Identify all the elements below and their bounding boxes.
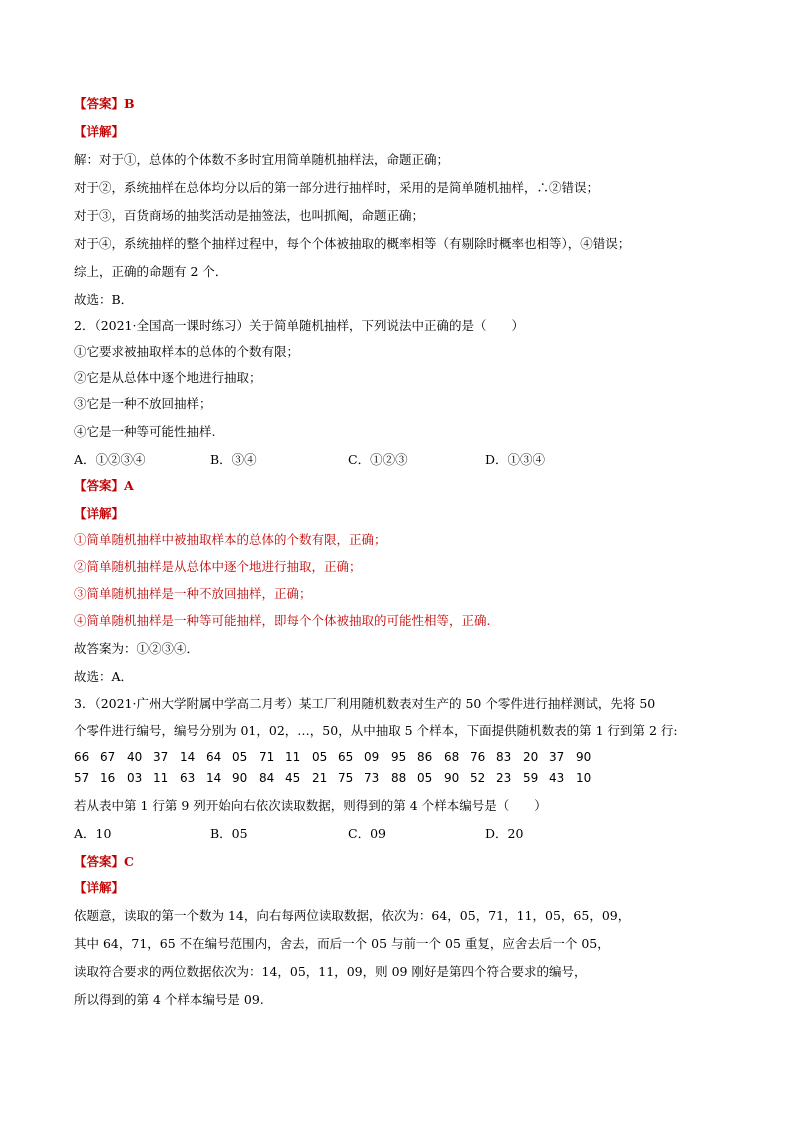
- question-3-stem-1: 3．（2021·广州大学附属中学高二月考）某工厂利用随机数表对生产的 50 个零件进行抽样测试，先将 50: [74, 696, 656, 711]
- table-cell: 11: [153, 771, 169, 785]
- table-cell: 14: [206, 771, 222, 785]
- table-cell: 67: [100, 750, 116, 764]
- detail-label-1: 【详解】: [74, 124, 125, 139]
- answer-label-1: 【答案】B: [74, 96, 135, 111]
- table-cell: 16: [100, 771, 116, 785]
- detail-line: 对于②，系统抽样在总体均分以后的第一部分进行抽样时，采用的是简单随机抽样，∴②错误；: [74, 180, 600, 195]
- option-c: C．①②③: [348, 452, 408, 467]
- table-cell: 71: [259, 750, 275, 764]
- table-cell: 90: [232, 771, 248, 785]
- option-c: C．09: [348, 826, 386, 841]
- table-cell: 90: [444, 771, 460, 785]
- detail-line: ③简单随机抽样是一种不放回抽样，正确；: [74, 586, 312, 601]
- table-cell: 75: [338, 771, 354, 785]
- option-d: D．20: [485, 826, 524, 841]
- answer-label-2: 【答案】A: [74, 478, 134, 493]
- detail-line: ②简单随机抽样是从总体中逐个地进行抽取，正确；: [74, 559, 362, 574]
- table-cell: 20: [523, 750, 539, 764]
- question-2-item: ④它是一种等可能性抽样.: [74, 424, 216, 439]
- table-cell: 83: [496, 750, 512, 764]
- question-2-item: ①它要求被抽取样本的总体的个数有限；: [74, 344, 300, 359]
- table-cell: 05: [232, 750, 248, 764]
- detail-line: 对于③，百货商场的抽奖活动是抽签法，也叫抓阄，命题正确；: [74, 208, 425, 223]
- table-cell: 66: [74, 750, 90, 764]
- detail-label-3: 【详解】: [74, 880, 125, 895]
- table-cell: 37: [153, 750, 169, 764]
- table-cell: 90: [576, 750, 592, 764]
- question-3-options: [74, 825, 674, 843]
- table-cell: 11: [285, 750, 301, 764]
- table-cell: 52: [470, 771, 486, 785]
- question-3-stem-2: 个零件进行编号，编号分别为 01，02，…，50，从中抽取 5 个样本，下面提供随机数表的第 1 行到第 2 行:: [74, 723, 678, 738]
- table-cell: 14: [180, 750, 196, 764]
- detail-line: ①简单随机抽样中被抽取样本的总体的个数有限，正确；: [74, 532, 387, 547]
- option-a: A．①②③④: [74, 452, 146, 467]
- select-line-1: 故选：B．: [74, 292, 134, 307]
- detail-label-2: 【详解】: [74, 506, 125, 521]
- conclusion-line-2: 故答案为：①②③④．: [74, 641, 200, 656]
- detail-line: 对于④，系统抽样的整个抽样过程中，每个个体被抽取的概率相等（有剔除时概率也相等），④错误；: [74, 236, 631, 251]
- detail-line: 其中 64，71，65 不在编号范围内，舍去，而后一个 05 与前一个 05 重复，应舍去后一个 05，: [74, 936, 610, 951]
- table-cell: 57: [74, 771, 90, 785]
- question-2-item: ③它是一种不放回抽样；: [74, 396, 212, 411]
- table-cell: 05: [312, 750, 328, 764]
- detail-line: 解：对于①，总体的个体数不多时宜用简单随机抽样法，命题正确；: [74, 152, 450, 167]
- table-cell: 43: [549, 771, 565, 785]
- table-cell: 88: [391, 771, 407, 785]
- table-cell: 59: [523, 771, 539, 785]
- select-line-2: 故选：A．: [74, 669, 134, 684]
- table-cell: 76: [470, 750, 486, 764]
- table-cell: 68: [444, 750, 460, 764]
- detail-line: 读取符合要求的两位数据依次为：14，05，11，09，则 09 刚好是第四个符合要求的编号，: [74, 964, 587, 979]
- table-cell: 73: [364, 771, 380, 785]
- option-a: A．10: [74, 826, 112, 841]
- table-cell: 95: [391, 750, 407, 764]
- question-3-text: 若从表中第 1 行第 9 列开始向右依次读取数据，则得到的第 4 个样本编号是（ ）: [74, 798, 547, 813]
- random-table-row-1: [74, 748, 634, 766]
- detail-line: 依题意，读取的第一个数为 14，向右每两位读取数据，依次为：64，05，71，11，05，65，09，: [74, 908, 631, 923]
- option-b: B．05: [210, 826, 248, 841]
- table-cell: 65: [338, 750, 354, 764]
- table-cell: 45: [285, 771, 301, 785]
- table-cell: 63: [180, 771, 196, 785]
- table-cell: 10: [576, 771, 592, 785]
- table-cell: 23: [496, 771, 512, 785]
- table-cell: 37: [549, 750, 565, 764]
- detail-line: ④简单随机抽样是一种等可能抽样，即每个个体被抽取的可能性相等，正确.: [74, 613, 491, 628]
- random-table-row-2: [74, 769, 634, 787]
- table-cell: 09: [364, 750, 380, 764]
- table-cell: 64: [206, 750, 222, 764]
- question-2-stem: 2．（2021·全国高一课时练习）关于简单随机抽样，下列说法中正确的是（ ）: [74, 318, 524, 333]
- answer-label-3: 【答案】C: [74, 854, 134, 869]
- table-cell: 21: [312, 771, 328, 785]
- table-cell: 03: [127, 771, 143, 785]
- table-cell: 40: [127, 750, 143, 764]
- question-2-item: ②它是从总体中逐个地进行抽取；: [74, 370, 262, 385]
- table-cell: 86: [417, 750, 433, 764]
- question-2-options: [74, 451, 674, 469]
- detail-line: 综上，正确的命题有 2 个．: [74, 264, 228, 279]
- option-d: D．①③④: [485, 452, 546, 467]
- table-cell: 84: [259, 771, 275, 785]
- table-cell: 05: [417, 771, 433, 785]
- detail-line: 所以得到的第 4 个样本编号是 09.: [74, 992, 264, 1007]
- option-b: B．③④: [210, 452, 257, 467]
